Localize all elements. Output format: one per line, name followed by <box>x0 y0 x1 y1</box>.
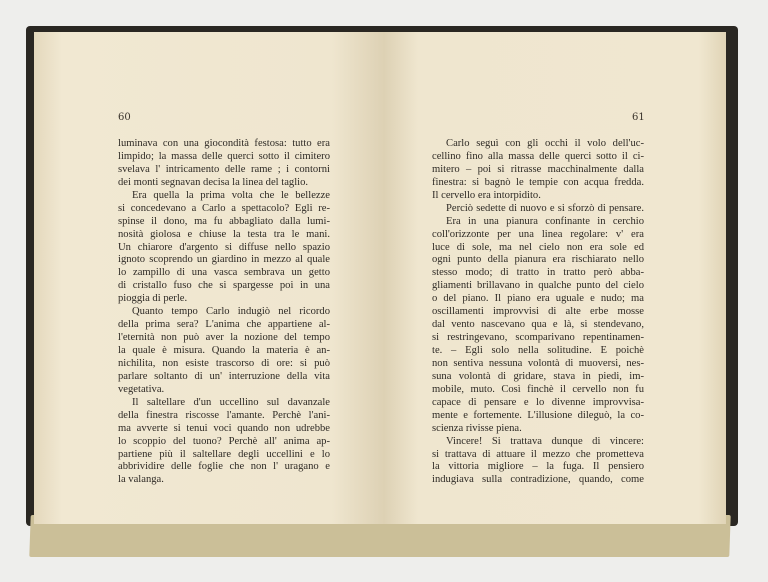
text-line: parlare soltanto di un' interruzione della vita <box>118 370 330 382</box>
text-line: si restringevano, scomparivano repentinamen- <box>432 332 644 344</box>
text-line: pioggia di perle. <box>118 293 188 305</box>
text-line: della prima sera? L'anima che appartiene al- <box>118 319 330 331</box>
text-line: abbrividire delle foglie che non l' uragano e <box>118 461 330 473</box>
text-line: nosità giolosa e chiuse la testa tra le mani. <box>118 228 330 240</box>
text-line: partiene più il saltellare degli uccellini e lo <box>118 448 330 460</box>
page-text <box>432 138 644 487</box>
text-line: suna volontà di gridare, stava in piedi, im- <box>432 370 644 382</box>
text-line: ma avverte si tenui voci quando non udrebbe <box>118 422 330 434</box>
text-line: l'eternità non può aver la nozione del tempo <box>118 332 330 344</box>
text-line: luce di sole, ma nel cielo non era sole ed <box>432 241 644 253</box>
text-line: nichilita, non esiste trascorso di ore: si può <box>118 357 330 369</box>
text-line: mitero – poi si ritrasse macchinalmente dalla <box>432 163 644 175</box>
text-line: di cristallo fuso che si spargesse poi in una <box>118 280 330 292</box>
text-line: mobile, muto. Così finchè il cervello non fu <box>432 383 644 395</box>
text-line: Vincere! Si trattava dunque di vincere: <box>446 435 644 447</box>
page-number: 60 <box>118 112 131 123</box>
text-line: Quanto tempo Carlo indugiò nel ricordo <box>132 306 330 318</box>
text-line: lo zampillo di una vasca sembrava un getto <box>118 267 330 279</box>
text-line: scienza rivisse piena. <box>432 422 522 434</box>
text-line: ignoto scoprendo un giardino in mezzo al quale <box>118 254 330 266</box>
text-line: ogni punto della pianura era rischiarato nello <box>432 254 644 266</box>
text-line: o del piano. Il piano era uguale e nudo; ma <box>432 293 644 305</box>
text-line: Era in una pianura confinante in cerchio <box>446 215 644 227</box>
page-text <box>118 138 330 487</box>
text-line: finestra: si bagnò le tempie con acqua fredda. <box>432 176 644 188</box>
text-line: dal vento nascevano qua e là, si stendevano, <box>432 319 644 331</box>
text-line: non sentiva nessuna volontà di muoversi, nes- <box>432 357 644 369</box>
text-line: Un chiarore d'argento si diffuse nello spazio <box>118 241 330 253</box>
text-line: dei monti segnavan decisa la linea del taglio. <box>118 176 309 188</box>
text-line: Il saltellare d'un uccellino sul davanzale <box>132 396 330 408</box>
text-line: luminava con una giocondità festosa: tutto era <box>118 138 330 149</box>
text-line: la vittoria migliore – la fuga. Il pensiero <box>432 461 644 473</box>
text-line: spinse il dono, ma fu abbagliato dalla lumi- <box>118 215 330 227</box>
text-line: la quale è misura. Quando la materia è an- <box>118 345 330 356</box>
text-line: Il cervello era intorpidito. <box>432 189 541 201</box>
text-line: mente e fortemente. L'illusione dileguò, la co- <box>432 409 644 421</box>
right-page <box>384 32 726 524</box>
text-line: limpido; la massa delle querci sotto il cimitero <box>118 150 330 162</box>
text-line: cellino fino alla massa delle querci sotto il ci- <box>432 150 644 162</box>
left-page <box>34 32 384 524</box>
page-number: 61 <box>632 112 645 123</box>
text-line: della finestra riscosse l'amante. Perchè l'ani- <box>118 409 330 421</box>
text-line: coll'orizzonte per una linea regolare: v' era <box>432 228 644 240</box>
text-line: gliamenti brillavano in qualche punto del cielo <box>432 280 644 292</box>
text-line: vegetativa. <box>118 383 165 395</box>
text-line: la valanga. <box>118 474 164 486</box>
text-line: si concedevano a Carlo a spettacolo? Egli re- <box>118 202 330 214</box>
text-line: lo scoppio del tuono? Perchè all' anima ap- <box>118 435 330 447</box>
text-line: Era quella la prima volta che le bellezze <box>132 189 330 201</box>
text-line: indugiava sulla contradizione, quando, come <box>432 474 644 486</box>
text-line: stesso modo; di tratto in tratto però abba- <box>432 267 644 279</box>
text-line: oscillamenti improvvisi di alte erbe mosse <box>432 306 644 318</box>
text-line: Carlo seguì con gli occhi il volo dell'uc- <box>446 138 644 149</box>
text-line: si trattava di attuare il mezzo che prometteva <box>432 448 644 460</box>
text-line: te. – Egli solo nella solitudine. E poichè <box>432 345 644 356</box>
text-line: svelava l' intricamento delle rame ; i contorni <box>118 163 330 175</box>
text-line: Perciò sedette di nuovo e si sforzò di pensare. <box>446 202 644 214</box>
text-line: capace di pensare e lo divenne improvvisa- <box>432 396 644 408</box>
